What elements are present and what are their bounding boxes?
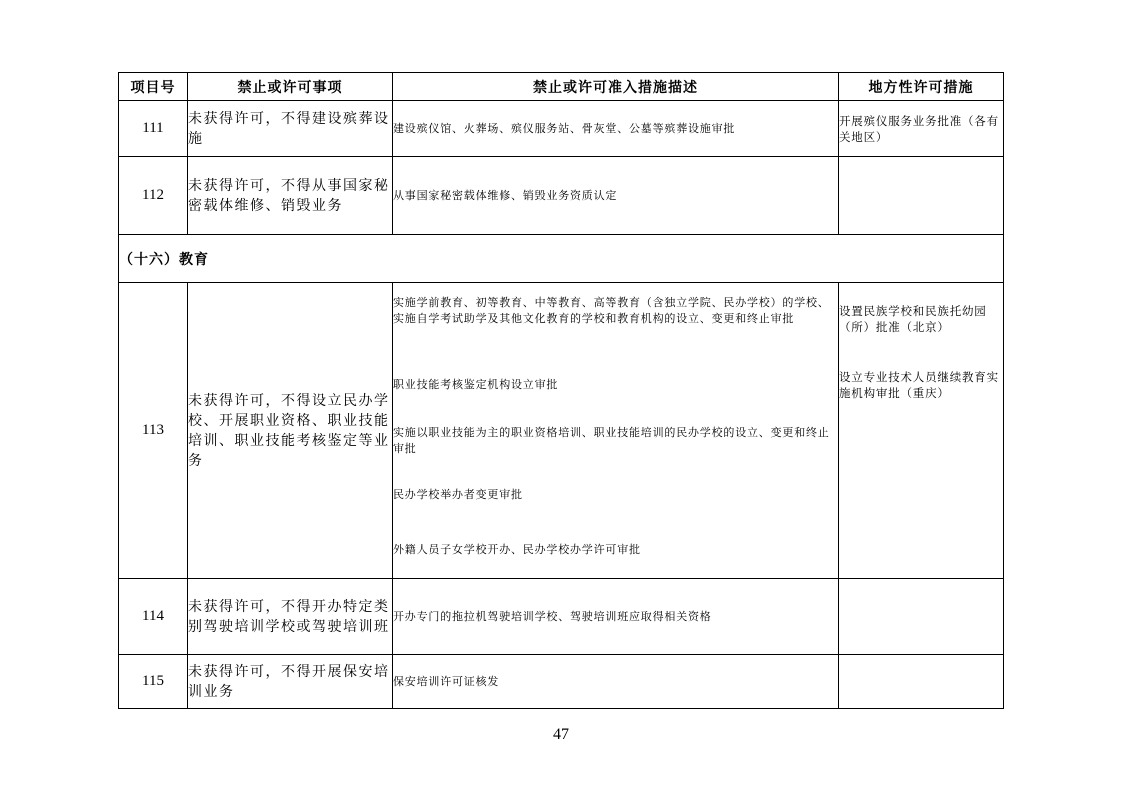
item-description: 保安培训许可证核发: [393, 655, 839, 709]
item-number: 111: [119, 101, 188, 157]
item-description: 建设殡仪馆、火葬场、殡仪服务站、骨灰堂、公墓等殡葬设施审批: [393, 101, 839, 157]
table-row: [119, 157, 1004, 235]
section-row: [119, 235, 1004, 283]
item-text: 未获得许可，不得设立民办学校、开展职业资格、职业技能培训、职业技能考核鉴定等业务: [188, 283, 393, 579]
item-text: 未获得许可，不得建设殡葬设施: [188, 101, 393, 157]
item-description: 开办专门的拖拉机驾驶培训学校、驾驶培训班应取得相关资格: [393, 579, 839, 655]
local-measure: 设立专业技术人员继续教育实施机构审批（重庆）: [839, 370, 999, 400]
item-text: 未获得许可，不得开办特定类别驾驶培训学校或驾驶培训班: [188, 579, 393, 655]
local-measure: [839, 579, 1004, 655]
local-measure: 开展殡仪服务业务批准（各有关地区）: [839, 101, 1004, 157]
item-text: 未获得许可，不得从事国家秘密载体维修、销毁业务: [188, 157, 393, 235]
item-number: 113: [119, 283, 188, 579]
local-measure: 设置民族学校和民族托幼园（所）批准（北京）: [839, 304, 987, 334]
item-number: 114: [119, 579, 188, 655]
local-measure: [839, 157, 1004, 235]
description-entry: 实施以职业技能为主的职业资格培训、职业技能培训的民办学校的设立、变更和终止审批: [393, 426, 830, 455]
item-number: 112: [119, 157, 188, 235]
table-row: [119, 655, 1004, 709]
item-description-group: [393, 283, 839, 579]
table-row: [119, 101, 1004, 157]
item-text: 未获得许可，不得开展保安培训业务: [188, 655, 393, 709]
item-number: 115: [119, 655, 188, 709]
description-entry: 职业技能考核鉴定机构设立审批: [393, 378, 559, 391]
description-entry: 外籍人员子女学校开办、民办学校办学许可审批: [393, 543, 641, 556]
permit-table: [118, 72, 1004, 709]
header-local-measures: 地方性许可措施: [839, 73, 1004, 101]
section-heading: （十六）教育: [119, 235, 1004, 283]
header-item: 禁止或许可事项: [188, 73, 393, 101]
table-header-row: [119, 73, 1004, 101]
table-row: [119, 283, 1004, 579]
local-measure: [839, 655, 1004, 709]
item-description: 从事国家秘密载体维修、销毁业务资质认定: [393, 157, 839, 235]
description-entry: 实施学前教育、初等教育、中等教育、高等教育（含独立学院、民办学校）的学校、实施自学考试助学及其他文化教育的学校和教育机构的设立、变更和终止审批: [393, 296, 830, 325]
local-measure-group: [839, 283, 1004, 579]
page-number: 47: [553, 726, 569, 743]
header-description: 禁止或许可准入措施描述: [393, 73, 839, 101]
description-entry: 民办学校举办者变更审批: [393, 488, 523, 501]
table-row: [119, 579, 1004, 655]
header-item-no: 项目号: [119, 73, 188, 101]
